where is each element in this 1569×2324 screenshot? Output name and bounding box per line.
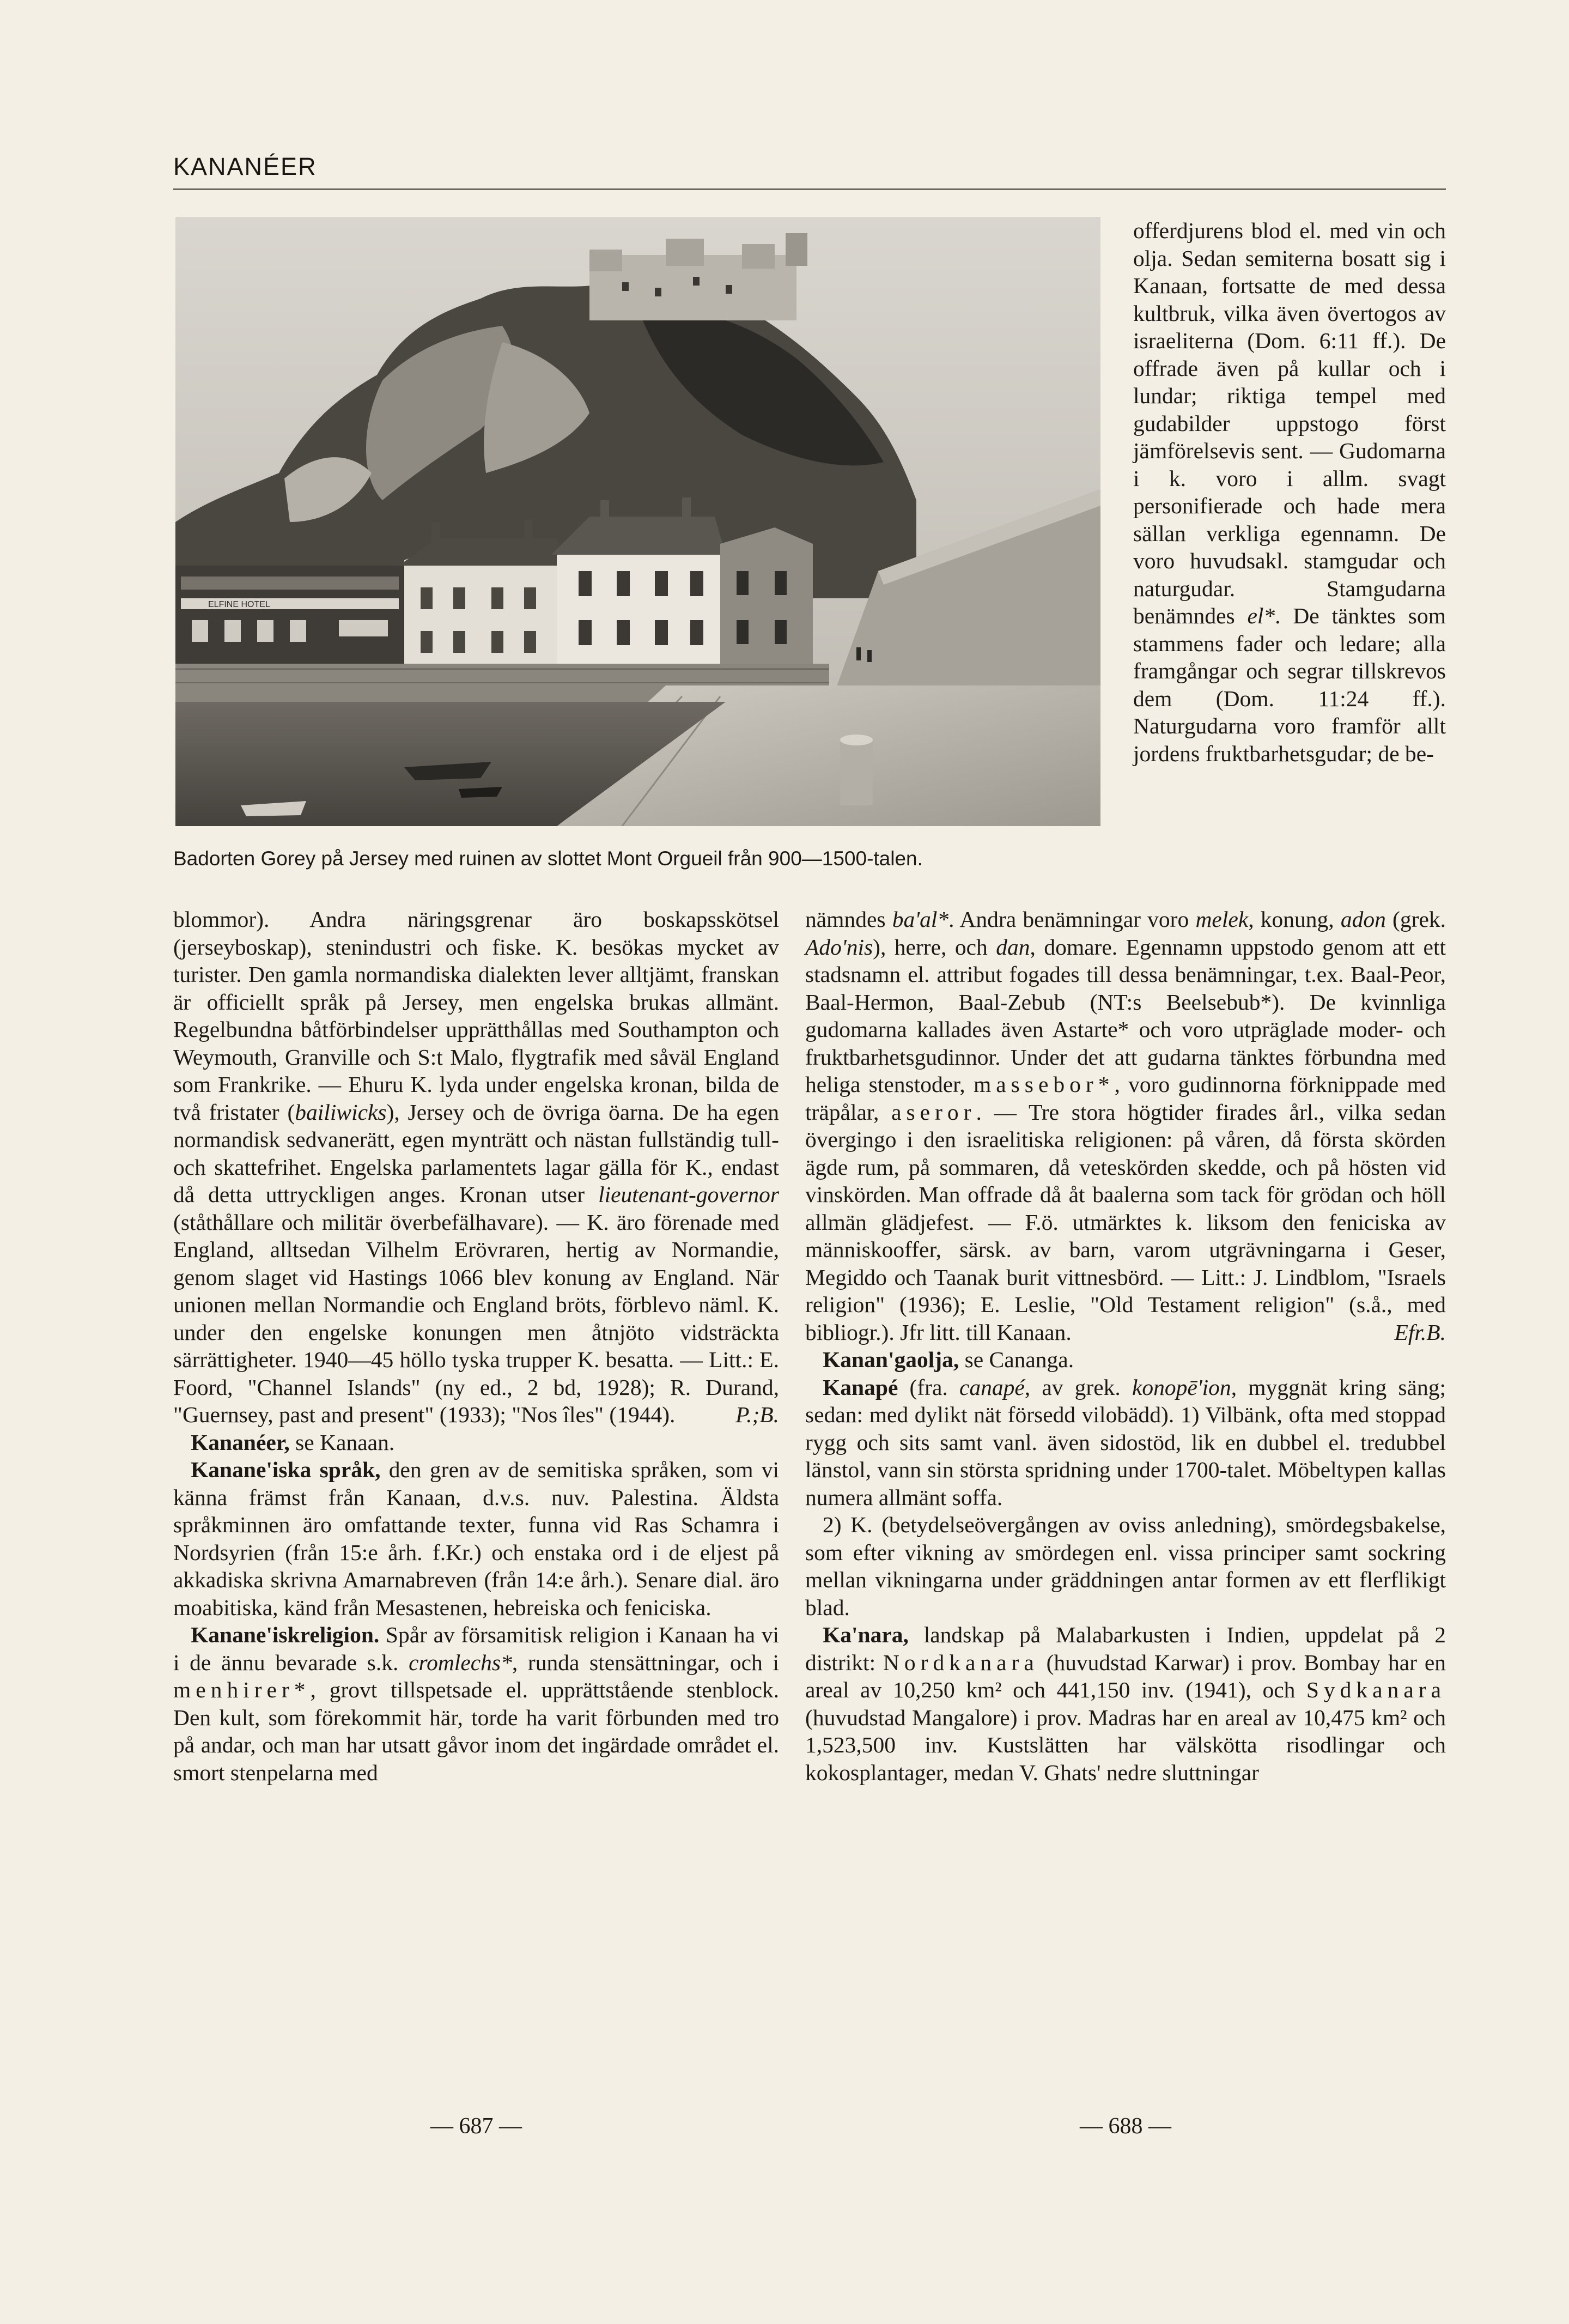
headword: Kananéer, <box>191 1429 290 1455</box>
headword: Kanapé <box>823 1374 898 1400</box>
column-left <box>173 906 779 1786</box>
paragraph-religion-cont: offerdjurens blod el. med vin och olja. Sedan semiterna bosatt sig i Kanaan, fortsatte de med dessa kultbruk, vilka även övertogos av israeliterna (Dom. 6:11 ff.). De offrade även på kullar och i lundar; riktiga tempel med gudabilder uppstogo först jämförelsevis sent. — Gudomarna i k. voro i allm. svagt personifierade och hade mera sällan verkliga egennamn. De voro huvudsakl. stamgudar och naturgudar. Stamgudarna benämndes el*. De tänktes som stammens fader och ledare; alla framgångar och segrar tillskrevos dem (Dom. 11:24 ff.). Naturgudarna voro framför allt jordens fruktbarhetsgudar; de be- <box>1133 218 1446 766</box>
entry-kanape: Kanapé (fra. canapé, av grek. konopē'ion, myggnät kring säng; sedan: med dylikt nät försedd vilobädd). 1) Vilbänk, ofta med stoppad rygg och sits samt vanl. även sidostöd, lik en dubbel el. tredubbel länstol, vann sin största spridning under 1700-talet. Möbeltypen kallas numera allmänt soffa. <box>805 1374 1446 1510</box>
author-signature: P.;B. <box>735 1402 779 1427</box>
entry-kananeer: Kananéer, se Kanaan. <box>191 1429 395 1455</box>
column-continuation-top <box>1133 217 1446 767</box>
paragraph-kanaloarna-cont: blommor). Andra näringsgrenar äro boskapsskötsel (jerseyboskap), stenindustri och fiske. K. besökas mycket av turister. Den gamla normandiska dialekten lever alltjämt, franskan är officiellt språk på Jersey, men engelska brukas allmänt. Regelbundna båtförbindelser upprätthållas med Southampton och Weymouth, Granville och S:t Malo, flygtrafik med såväl England som Frankrike. — Ehuru K. lyda under engelska kronan, bilda de två fristater (bailiwicks), Jersey och de övriga öarna. De ha egen normandisk sedvanerätt, egen mynträtt och nästan fullständig tull- och skattefrihet. Engelska parlamentets lagar gälla för K., endast då detta uttryckligen anges. Kronan utser lieutenant-governor (ståthållare och militär överbefälhavare). — K. äro förenade med England, alltsedan Vilhelm Erövraren, hertig av Normandie, genom slaget vid Hastings 1066 blev konung av England. När unionen mellan Normandie och England bröts, förblevo näml. K. under den engelske konungen men åtnjöto vidsträckta särrättigheter. 1940—45 höllo tyska trupper K. besatta. — Litt.: E. Foord, "Channel Islands" (ny ed., 2 bd, 1928); R. Durand, "Guernsey, past and present" (1933); "Nos îles" (1944). P.;B. <box>173 906 779 1429</box>
page-number-right: — 688 — <box>1080 2114 1171 2139</box>
headword: Ka'nara, <box>823 1622 909 1647</box>
headword: Kanane'iska språk, <box>191 1457 381 1482</box>
entry-kananeiskreligion: Kanane'iskreligion. Spår av församitisk religion i Kanaan ha vi i de ännu bevarade s.k. cromlechs*, runda stensättningar, och i menhirer*, grovt tillspetsade el. upprättstående stenblock. Den kult, som förekommit här, torde ha varit förbunden med tro på andar, och man har utsatt gåvor inom det ingärdade området el. smort stenpelarna med <box>173 1622 779 1785</box>
entry-kanape-sense-2: 2) K. (betydelseövergången av oviss anledning), smördegsbakelse, som efter vikning av smördegen enl. vissa principer samt sockring mellan vikningarna under gräddningen antar formen av ett flerflikigt blad. <box>805 1512 1446 1620</box>
hotel-sign: ELFINE HOTEL <box>208 600 270 609</box>
author-signature: Efr.B. <box>1394 1319 1446 1345</box>
photo-illustration <box>175 217 1100 826</box>
page-number-left: — 687 — <box>430 2114 522 2139</box>
paragraph-religion-cont-2: nämndes ba'al*. Andra benämningar voro melek, konung, adon (grek. Ado'nis), herre, och dan, domare. Egennamn uppstodo genom att ett stadsnamn el. attribut fogades till dessa benämningar, t.ex. Baal-Peor, Baal-Hermon, Baal-Zebub (NT:s Beelsebub*). De kvinnliga gudomarna kallades även Astarte* och voro utpräglade moder- och fruktbarhetsgudinnor. Under det att gudarna tänktes förbundna med heliga stenstoder, massebor*, voro gudinnorna förknippade med träpålar, aseror. — Tre stora högtider firades årl., vilka sedan övergingo i den israelitiska religionen: på våren, då första skörden ägde rum, på sommaren, då veteskörden skedde, och på hösten vid vinskörden. Man offrade då åt baalerna som tack för grödan och höll allmän glädjefest. — F.ö. utmärktes k. liksom den feniciska av människooffer, särsk. av barn, varom utgrävningarna i Geser, Megiddo och Taanak burit vittnesbörd. — Litt.: J. Lindblom, "Israels religion" (1936); E. Leslie, "Old Testament religion" (s.å., med bibliogr.). Jfr litt. till Kanaan. Efr.B. <box>805 906 1446 1346</box>
entry-kanara: Ka'nara, landskap på Malabarkusten i Indien, uppdelat på 2 distrikt: Nordkanara (huvudstad Karwar) i prov. Bombay har en areal av 10,250 km² och 441,150 inv. (1941), och Sydkanara (huvudstad Mangalore) i prov. Madras har en areal av 10,475 km² och 1,523,500 inv. Kustslätten har välskötta risodlingar och kokosplantager, medan V. Ghats' nedre sluttningar <box>805 1622 1446 1785</box>
entry-kananeiska-sprak: Kanane'iska språk, den gren av de semitiska språken, som vi känna främst från Kanaan, d.v.s. nuv. Palestina. Äldsta språkminnen äro omfattande texter, funna vid Ras Schamra i Nordsyrien (från 15:e årh. f.Kr.) och enstaka ord i de eljest på akkadiska skrivna Amarnabreven (från 14:e årh.). Senare dial. äro moabitiska, känd från Mesastenen, hebreiska och feniciska. <box>173 1457 780 1620</box>
headword: Kanan'gaolja, <box>823 1347 959 1372</box>
running-head: KANANÉER <box>173 153 317 180</box>
column-right <box>805 906 1446 1786</box>
entry-kanangaolja: Kanan'gaolja, se Cananga. <box>823 1347 1074 1372</box>
headword: Kanane'iskreligion. <box>191 1622 380 1647</box>
photo-gorey-mont-orgueil <box>175 217 1100 826</box>
header-rule <box>173 189 1446 190</box>
figure-caption: Badorten Gorey på Jersey med ruinen av slottet Mont Orgueil från 900—1500-talen. <box>173 847 923 870</box>
